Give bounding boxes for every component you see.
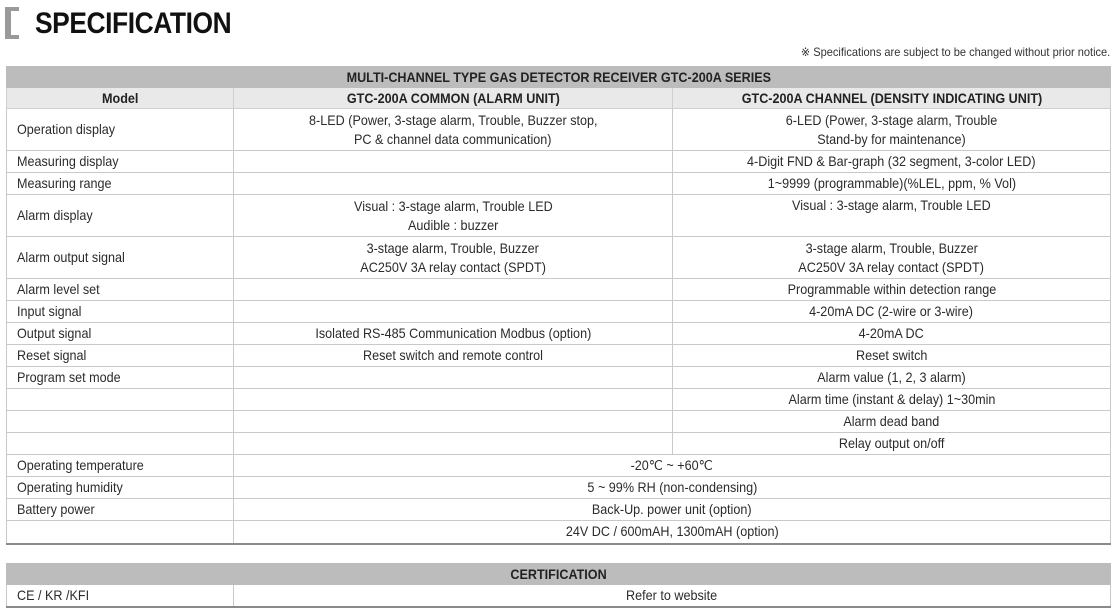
table-row	[7, 151, 1111, 173]
common-value: 3-stage alarm, Trouble, Buzzer AC250V 3A relay contact (SPDT)	[234, 237, 673, 279]
column-header-row	[7, 88, 1111, 109]
table-row	[7, 345, 1111, 367]
col-common: GTC-200A COMMON (ALARM UNIT)	[234, 88, 673, 109]
table-row	[7, 279, 1111, 301]
table-row	[7, 455, 1111, 477]
channel-value: Alarm time (instant & delay) 1~30min	[673, 389, 1111, 411]
channel-value: 4-20mA DC	[673, 323, 1111, 345]
common-value: Visual : 3-stage alarm, Trouble LED Audible : buzzer	[234, 195, 673, 237]
channel-value: 3-stage alarm, Trouble, Buzzer AC250V 3A relay contact (SPDT)	[673, 237, 1111, 279]
table-row	[7, 195, 1111, 237]
common-value	[234, 151, 673, 173]
row-label	[7, 389, 234, 411]
table-row	[7, 389, 1111, 411]
channel-value: 1~9999 (programmable)(%LEL, ppm, % Vol)	[673, 173, 1111, 195]
certification-title: CERTIFICATION	[7, 564, 1111, 585]
channel-value: Programmable within detection range	[673, 279, 1111, 301]
table-row	[7, 585, 1111, 607]
table-row	[7, 237, 1111, 279]
row-label: Measuring display	[7, 151, 234, 173]
table-row	[7, 367, 1111, 389]
table-row	[7, 477, 1111, 499]
shared-value: Back-Up. power unit (option)	[234, 499, 1111, 521]
col-model: Model	[7, 88, 234, 109]
table-row	[7, 499, 1111, 521]
row-label: Input signal	[7, 301, 234, 323]
table-row	[7, 109, 1111, 151]
table-row	[7, 301, 1111, 323]
common-value	[234, 411, 673, 433]
row-label	[7, 433, 234, 455]
row-label: Reset signal	[7, 345, 234, 367]
common-value: Isolated RS-485 Communication Modbus (option)	[234, 323, 673, 345]
channel-value: 6-LED (Power, 3-stage alarm, Trouble Stand-by for maintenance)	[673, 109, 1111, 151]
row-label: Measuring range	[7, 173, 234, 195]
certification-table	[6, 563, 1111, 608]
table-row	[7, 521, 1111, 544]
channel-value: 4-Digit FND & Bar-graph (32 segment, 3-color LED)	[673, 151, 1111, 173]
common-value	[234, 367, 673, 389]
channel-value: Alarm dead band	[673, 411, 1111, 433]
row-label	[7, 411, 234, 433]
shared-value: 5 ~ 99% RH (non-condensing)	[234, 477, 1111, 499]
row-label: Output signal	[7, 323, 234, 345]
channel-value: 4-20mA DC (2-wire or 3-wire)	[673, 301, 1111, 323]
channel-value: Relay output on/off	[673, 433, 1111, 455]
common-value	[234, 433, 673, 455]
spec-table	[6, 66, 1111, 545]
table-row	[7, 173, 1111, 195]
shared-value: -20℃ ~ +60℃	[234, 455, 1111, 477]
spec-banner: MULTI-CHANNEL TYPE GAS DETECTOR RECEIVER GTC-200A SERIES	[7, 67, 1111, 88]
table-row	[7, 433, 1111, 455]
common-value: 8-LED (Power, 3-stage alarm, Trouble, Buzzer stop, PC & channel data communication)	[234, 109, 673, 151]
col-channel: GTC-200A CHANNEL (DENSITY INDICATING UNIT)	[673, 88, 1111, 109]
bracket-icon	[5, 7, 19, 39]
row-label: Battery power	[7, 499, 234, 521]
table-row	[7, 323, 1111, 345]
certification-banner-row	[7, 564, 1111, 585]
change-notice: ※ Specifications are subject to be changed without prior notice.	[800, 45, 1110, 59]
row-label: Alarm display	[7, 195, 234, 237]
row-label: Alarm output signal	[7, 237, 234, 279]
channel-value: Reset switch	[673, 345, 1111, 367]
common-value	[234, 301, 673, 323]
row-label: Operating humidity	[7, 477, 234, 499]
common-value	[234, 279, 673, 301]
table-row	[7, 411, 1111, 433]
common-value: Reset switch and remote control	[234, 345, 673, 367]
channel-value: Visual : 3-stage alarm, Trouble LED	[673, 195, 1111, 237]
row-label	[7, 521, 234, 544]
common-value	[234, 173, 673, 195]
row-label: Operation display	[7, 109, 234, 151]
row-label: CE / KR /KFI	[7, 585, 234, 607]
channel-value: Alarm value (1, 2, 3 alarm)	[673, 367, 1111, 389]
row-label: Alarm level set	[7, 279, 234, 301]
page-title: SPECIFICATION	[35, 7, 232, 40]
common-value	[234, 389, 673, 411]
shared-value: 24V DC / 600mAH, 1300mAH (option)	[234, 521, 1111, 544]
spec-banner-row	[7, 67, 1111, 88]
row-label: Program set mode	[7, 367, 234, 389]
certification-value: Refer to website	[234, 585, 1111, 607]
row-label: Operating temperature	[7, 455, 234, 477]
